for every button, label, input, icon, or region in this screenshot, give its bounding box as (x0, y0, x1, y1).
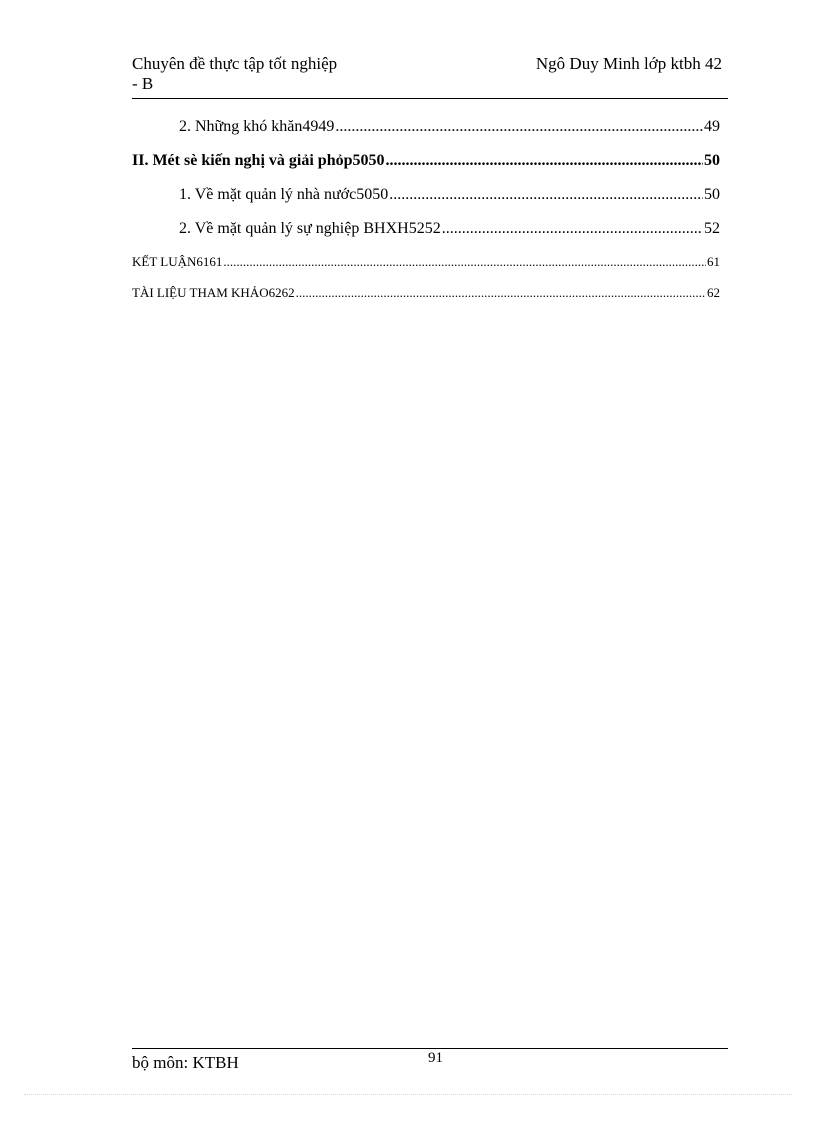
toc-entry-page: 52 (704, 220, 720, 237)
toc-entry-quan-ly-su-nghiep[interactable] (132, 212, 720, 246)
footer-page-number: 91 (428, 1050, 443, 1066)
toc-entry-page: 50 (704, 186, 720, 203)
toc-entry-ket-luan[interactable] (132, 246, 720, 277)
toc-dot-leader (385, 144, 703, 178)
toc-dot-leader (335, 110, 703, 144)
toc-entry-page: 61 (707, 254, 720, 269)
header-title-line1: Chuyên đề thực tập tốt nghiệp (132, 54, 338, 73)
toc-entry-title: TÀI LIỆU THAM KHẢO6262 (132, 285, 295, 300)
page-header (132, 54, 728, 99)
toc-dot-leader (442, 212, 703, 246)
page-bottom-divider (24, 1094, 792, 1095)
toc-entry-title: 1. Về mặt quản lý nhà nước5050 (179, 186, 389, 203)
toc-dot-leader (389, 178, 703, 212)
toc-entry-page: 50 (704, 152, 720, 169)
header-title-line2: - B (132, 74, 154, 93)
toc-dot-leader (296, 277, 706, 308)
toc-entry-title: 2. Về mặt quản lý sự nghiệp BHXH5252 (179, 220, 441, 237)
toc-entry-title: KẾT LUẬN6161 (132, 254, 223, 269)
toc-dot-leader (223, 246, 706, 277)
toc-entry-title: 2. Những khó khăn4949 (179, 118, 335, 135)
page-footer (132, 1048, 728, 1072)
toc-entry-page: 62 (707, 285, 720, 300)
toc-entry-title: II. Mét sè kiến nghị và giải phỏp5050 (132, 152, 385, 169)
header-author: Ngô Duy Minh lớp ktbh 42 (535, 54, 722, 73)
toc-entry-quan-ly-nha-nuoc[interactable] (132, 178, 720, 212)
footer-department: bộ môn: KTBH (132, 1053, 239, 1072)
toc-entry-tai-lieu-tham-khao[interactable] (132, 277, 720, 308)
toc-entry-nhung-kho-khan[interactable] (132, 110, 720, 144)
toc-entry-kien-nghi[interactable] (132, 144, 720, 178)
toc-entry-page: 49 (704, 118, 720, 135)
table-of-contents (132, 110, 720, 308)
header-document-title (132, 54, 392, 94)
